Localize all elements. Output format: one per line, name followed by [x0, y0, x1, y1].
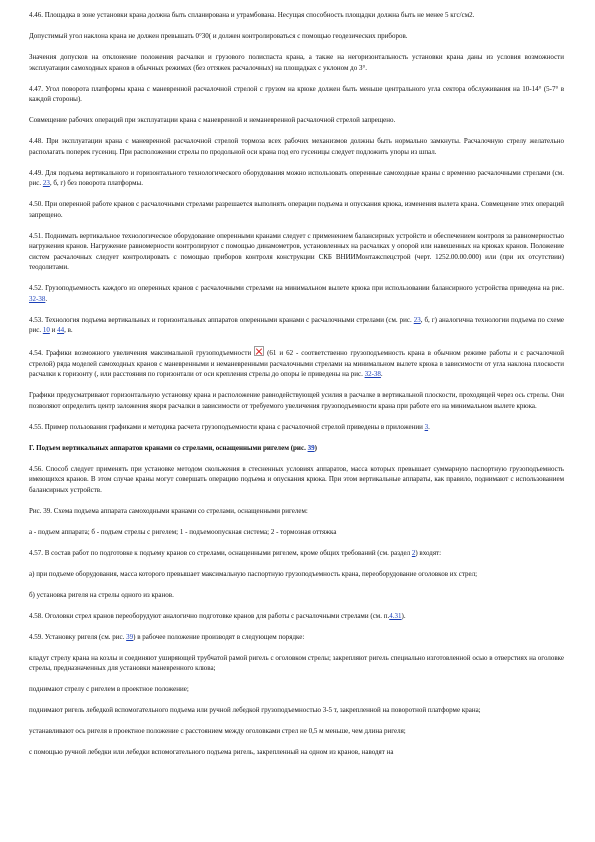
step-2: поднимают стрелу с ригелем в проектное положение;	[29, 685, 189, 693]
paragraph-combine: Совмещение рабочих операций при эксплуатации крана с маневренной и неманевренной расчалочной стрелой запрещено.	[29, 116, 396, 124]
step-4: устанавливают ось ригеля в проектное положение с расстоянием между оголовками стрел не 0,5 м меньше, чем длина ригеля;	[29, 727, 406, 735]
paragraph-slope: Допустимый угол наклона крана не должен превышать 0°30( и должен контролироваться с помощью геодезических приборов.	[29, 32, 408, 40]
paragraph-4-49: 4.49. Для подъема вертикального и горизонтального технологического оборудования можно использовать оперенные самоходные краны с временно расчалочными стрелами (см. рис. 23, б, г) без поворота платформы.	[29, 168, 564, 187]
link-fig-39[interactable]: 39	[126, 632, 134, 641]
figure-39-legend: а - подъем аппарата; б - подъем стрелы с ригелем; 1 - подъемоопускная система; 2 - тормозная оттяжка	[29, 527, 337, 536]
link-fig-32-38[interactable]: 32-38	[364, 370, 381, 378]
paragraph-4-48: 4.48. При эксплуатации крана с маневренной расчалочной стрелой тормоза всех рабочих механизмов должны быть нормально замкнуты. Расчалочную стрелу желательно располагать поперек гусениц. При расположении стрелы по продольной оси крана под его гусеницы следует подложить упоры из шпал.	[29, 137, 564, 156]
list-item-b: б) установка ригеля на стрелы одного из кранов.	[29, 590, 174, 599]
paragraph-4-58: 4.58. Оголовки стрел кранов переоборудуют аналогично подготовке кранов для работы с расчалочными стрелами (см. п.4.31).	[29, 611, 406, 620]
link-fig-44[interactable]: 44	[57, 326, 65, 334]
paragraph-graphs: Графики предусматривают горизонтальную установку крана и расположение равнодействующей усилия в расчалке в вертикальной плоскости, проходящей через ось стрелы. Они позволяют определить центр заложения якоря расчалки в зависимости от требуемого увеличения грузоподъемности крана при работе его на минимальном вылете крюка.	[29, 391, 564, 410]
link-fig-10[interactable]: 10	[42, 326, 50, 334]
paragraph-4-55: 4.55. Пример пользования графиками и методика расчета грузоподъемности крана с расчалочной стрелой приведены в приложении 3.	[29, 422, 430, 431]
paragraph-4-51: 4.51. Поднимать вертикальное технологическое оборудование оперенными кранами следует с применением балансирных устройств и обеспечением контроля за равномерностью нагружения кранов. Нагружение равномерности контролируют с помощью динамометров, установленных на расчалках у опорой или навешенных на крюках кранов. Положение систем расчалочных следует контролировать с помощью приборов контроля конструкции СКБ ВНИИМонтажспецстрой (черт. 1252.00.00.000) или (при их отсутствии) теодолитами.	[29, 231, 564, 271]
paragraph-4-50: 4.50. При оперенной работе кранов с расчалочными стрелами разрешается выполнять операции подъема и опускания крюка, изменения вылета крана. Совмещение этих операций запрещено.	[29, 200, 564, 219]
link-fig-23[interactable]: 23	[42, 179, 50, 187]
paragraph-4-52: 4.52. Грузоподъемность каждого из оперенных кранов с расчалочными стрелами на минимальном вылете крюка при использовании балансирного устройства приведена на рис. 32-38.	[29, 284, 564, 303]
link-fig-23[interactable]: 23	[413, 315, 421, 324]
link-section-2[interactable]: 2	[411, 548, 416, 557]
paragraph-4-53: 4.53. Технология подъема вертикальных и горизонтальных аппаратов оперенными кранами с расчалочными стрелами (см. рис. 23, б, г) аналогична технологии подъема по схеме рис. 10 и 44, в.	[29, 315, 565, 334]
paragraph-4-57: 4.57. В состав работ по подготовке к подъему кранов со стрелами, оснащенными ригелем, кроме общих требований (см. раздел 2) входят:	[29, 548, 442, 557]
list-item-a: а) при подъеме оборудования, масса которого превышает максимальную паспортную грузоподъемность крана, переоборудование оголовков их стрел;	[29, 569, 478, 578]
figure-39-caption: Рис. 39. Схема подъема аппарата самоходными кранами со стрелами, оснащенными ригелем:	[29, 506, 308, 515]
paragraph-4-56: 4.56. Способ следует применять при установке методом скольжения в стесненных условиях аппаратов, масса которых превышает суммарную паспортную грузоподъемность имеющихся кранов. В этом случае краны могут совершать операцию подъема и опускания крюка. При этом вертикальные аппараты, как правило, поднимают с использованием балансирных устройств.	[29, 464, 564, 494]
paragraph-4-54: 4.54. Графики возможного увеличения максимальной грузоподъемности (61 и 62 - соответственно грузоподъемность крана в обычном режиме работы и с расчалочной стрелой) ряда моделей самоходных кранов с маневренными и неманевренными расчалочными стрелами на минимальном вылете крюка в зависимости от угла наклона плоскости расчалки к горизонту (, или расстояния по горизонтали от оси крепления стрелы до опоры ie приведены на рис. 32-38.	[29, 346, 564, 380]
broken-image-icon[interactable]	[254, 346, 264, 356]
paragraph-deviation: Значения допусков на отклонение положения расчалки и грузового полиспаста крана, а также на негоризонтальность установки крана даны из условия возможности эксплуатации самоходных кранов в обычных режимах (без оттяжек расчалочных) на площадках с уклоном до 3°.	[29, 53, 564, 72]
link-fig-32-38[interactable]: 32-38	[29, 294, 46, 303]
paragraph-4-47: 4.47. Угол поворота платформы крана с маневренной расчалочной стрелой с грузом на крюке должен быть меньше центрального угла сектора обслуживания на 10-14° (5-7° в каждой стороны).	[29, 84, 564, 103]
step-5: с помощью ручной лебедки или лебедки вспомогательного подъема ригель, закрепленный на одном из кранов, наводят на	[29, 748, 394, 756]
paragraph-4-46: 4.46. Площадка в зоне установки крана должна быть спланирована и утрамбована. Несущая способность площадки должна быть не менее 5 кгс/см2.	[29, 11, 475, 19]
step-3: поднимают ригель лебедкой вспомогательного подъема или ручной лебедкой грузоподъемностью 3-5 т, закрепленной на поворотной платформе крана;	[29, 706, 481, 714]
section-heading-g: Г. Подъем вертикальных аппаратов кранами со стрелами, оснащенными ригелем (рис. 39)	[29, 443, 317, 452]
step-1: кладут стрелу крана на козлы и соединяют уширяющей трубчатой рамой ригель с оголовком стрелы; закрепляют ригель специально изготовленной осью в отверстиях на оголовке стрелы, предназначенных для установки маневренного клюва;	[29, 653, 564, 672]
paragraph-4-59: 4.59. Установку ригеля (см. рис. 39) в рабочее положение производят в следующем порядке:	[29, 632, 305, 641]
link-item-4-31[interactable]: 4.31	[389, 611, 402, 620]
link-fig-39[interactable]: 39	[307, 443, 315, 452]
link-appendix-3[interactable]: 3	[424, 422, 429, 431]
